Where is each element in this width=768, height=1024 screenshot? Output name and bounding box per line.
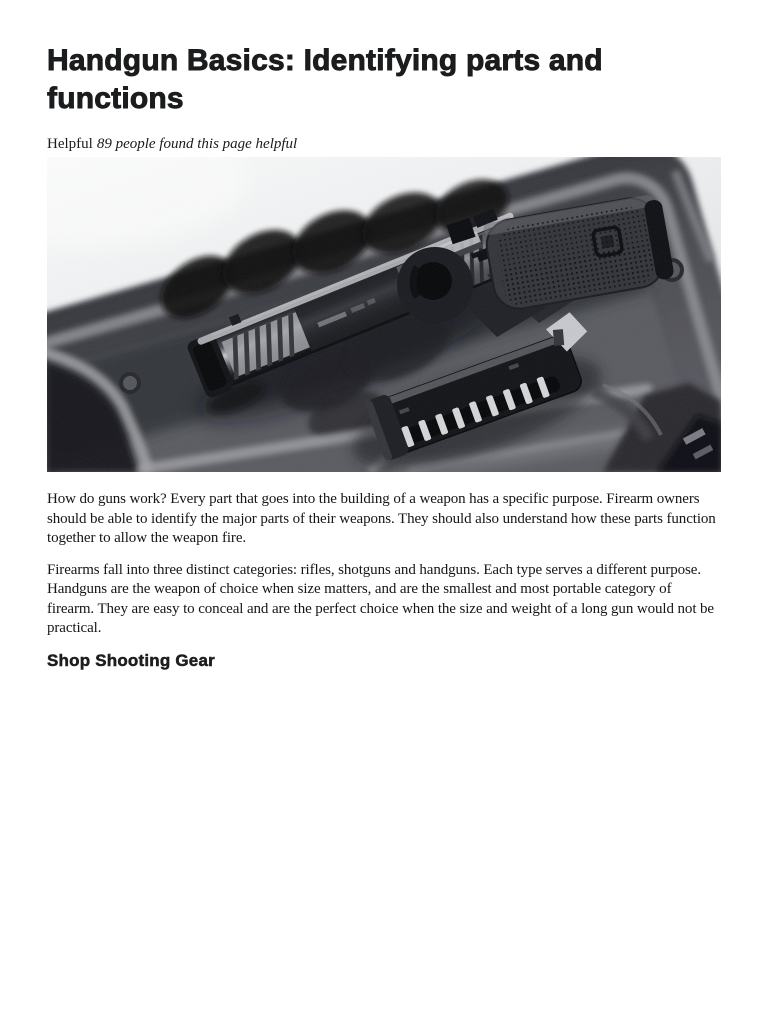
shop-shooting-gear-link[interactable]: Shop Shooting Gear bbox=[47, 650, 215, 670]
page-title: Handgun Basics: Identifying parts and functions bbox=[47, 44, 603, 115]
helpful-line bbox=[47, 136, 721, 153]
helpful-note: 89 people found this page helpful bbox=[96, 136, 298, 152]
paragraph-firearm-categories: Firearms fall into three distinct categories: rifles, shotguns and handguns. Each type serves a different purpose. Handguns are the weapon of choice when size matters, and are the smallest and most portable category of firearm. They are easy to conceal and are the perfect choice when the size and weight of a long gun would not be practical. bbox=[47, 561, 714, 636]
helpful-label: Helpful bbox=[47, 136, 93, 152]
paragraph-how-guns-work: How do guns work? Every part that goes into the building of a weapon has a specific purpose. Firearm owners should be able to identify the major parts of their weapons. They should also understand how these parts function together to allow the weapon fire. bbox=[47, 491, 716, 546]
hero-photo bbox=[47, 157, 721, 472]
handgun-photo-illustration bbox=[47, 157, 721, 472]
